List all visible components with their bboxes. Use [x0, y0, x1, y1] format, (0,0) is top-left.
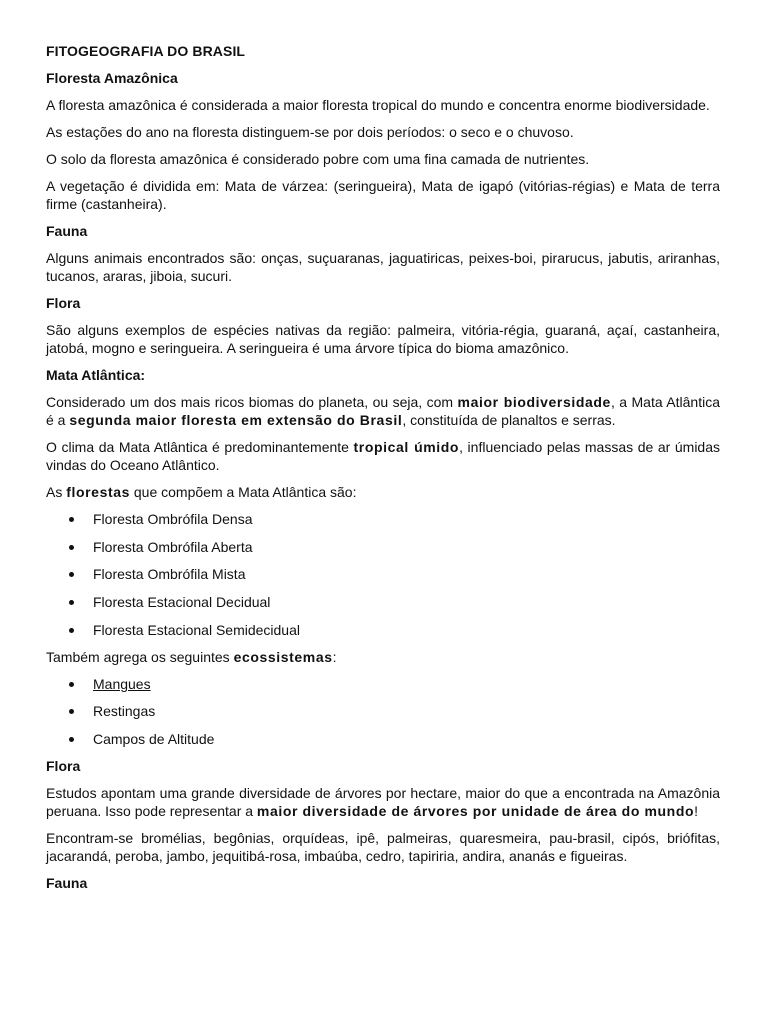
- list-item: Campos de Altitude: [46, 730, 720, 748]
- list-item: Floresta Estacional Semidecidual: [46, 621, 720, 639]
- ecosystem-list: [46, 675, 720, 748]
- paragraph: O solo da floresta amazônica é considerado pobre com uma fina camada de nutrientes.: [46, 151, 590, 167]
- bullet-icon: [69, 600, 74, 605]
- subheading-flora: Flora: [46, 295, 81, 311]
- paragraph: A vegetação é dividida em: Mata de várzea: (seringueira), Mata de igapó (vitórias-régias) e Mata de terra firme (castanheira).: [46, 178, 720, 212]
- list-item: Floresta Estacional Decidual: [46, 593, 720, 611]
- paragraph: Encontram-se bromélias, begônias, orquídeas, ipê, palmeiras, quaresmeira, pau-brasil, cipós, briófitas, jacarandá, peroba, jambo, jequitibá-rosa, imbaúba, cedro, tapiriria, andira, ananás e figueiras.: [46, 830, 720, 865]
- bullet-icon: [69, 572, 74, 577]
- bullet-icon: [69, 545, 74, 550]
- bullet-icon: [69, 517, 74, 522]
- paragraph: Considerado um dos mais ricos biomas do planeta, ou seja, com maior biodiversidade, a Mata Atlântica é a segunda maior floresta em extensão do Brasil, constituída de planaltos e serras.: [46, 394, 720, 428]
- paragraph: As estações do ano na floresta distinguem-se por dois períodos: o seco e o chuvoso.: [46, 124, 574, 140]
- list-item: [46, 675, 720, 693]
- bullet-icon: [69, 737, 74, 742]
- list-item: Restingas: [46, 702, 720, 720]
- forest-list: [46, 510, 720, 639]
- bullet-icon: [69, 628, 74, 633]
- document-body: [46, 42, 720, 892]
- paragraph: A floresta amazônica é considerada a maior floresta tropical do mundo e concentra enorme biodiversidade.: [46, 97, 710, 113]
- bullet-icon: [69, 682, 74, 687]
- mangues-link[interactable]: Mangues: [93, 675, 151, 692]
- bullet-icon: [69, 709, 74, 714]
- paragraph: Estudos apontam uma grande diversidade de árvores por hectare, maior do que a encontrada na Amazônia peruana. Isso pode representar a maior diversidade de árvores por unidade de área do mundo!: [46, 785, 720, 820]
- list-item: Floresta Ombrófila Aberta: [46, 538, 720, 556]
- paragraph: As florestas que compõem a Mata Atlântica são:: [46, 484, 357, 500]
- document-title: FITOGEOGRAFIA DO BRASIL: [46, 43, 246, 59]
- paragraph: Alguns animais encontrados são: onças, suçuaranas, jaguatiricas, peixes-boi, pirarucus, jabutis, ariranhas, tucanos, araras, jiboia, sucuri.: [46, 250, 720, 284]
- list-item: Floresta Ombrófila Mista: [46, 565, 720, 583]
- subheading-fauna: Fauna: [46, 223, 88, 239]
- subheading-flora: Flora: [46, 758, 81, 775]
- section-heading-mata-atlantica: Mata Atlântica:: [46, 367, 146, 383]
- paragraph: O clima da Mata Atlântica é predominantemente tropical úmido, influenciado pelas massas de ar úmidas vindas do Oceano Atlântico.: [46, 439, 721, 473]
- section-heading-amazonia: Floresta Amazônica: [46, 70, 178, 86]
- subheading-fauna: Fauna: [46, 875, 88, 892]
- list-item: Floresta Ombrófila Densa: [46, 510, 720, 528]
- paragraph: São alguns exemplos de espécies nativas da região: palmeira, vitória-régia, guaraná, açaí, castanheira, jatobá, mogno e seringueira. A seringueira é uma árvore típica do bioma amazônico.: [46, 322, 720, 356]
- paragraph: Também agrega os seguintes ecossistemas:: [46, 648, 337, 665]
